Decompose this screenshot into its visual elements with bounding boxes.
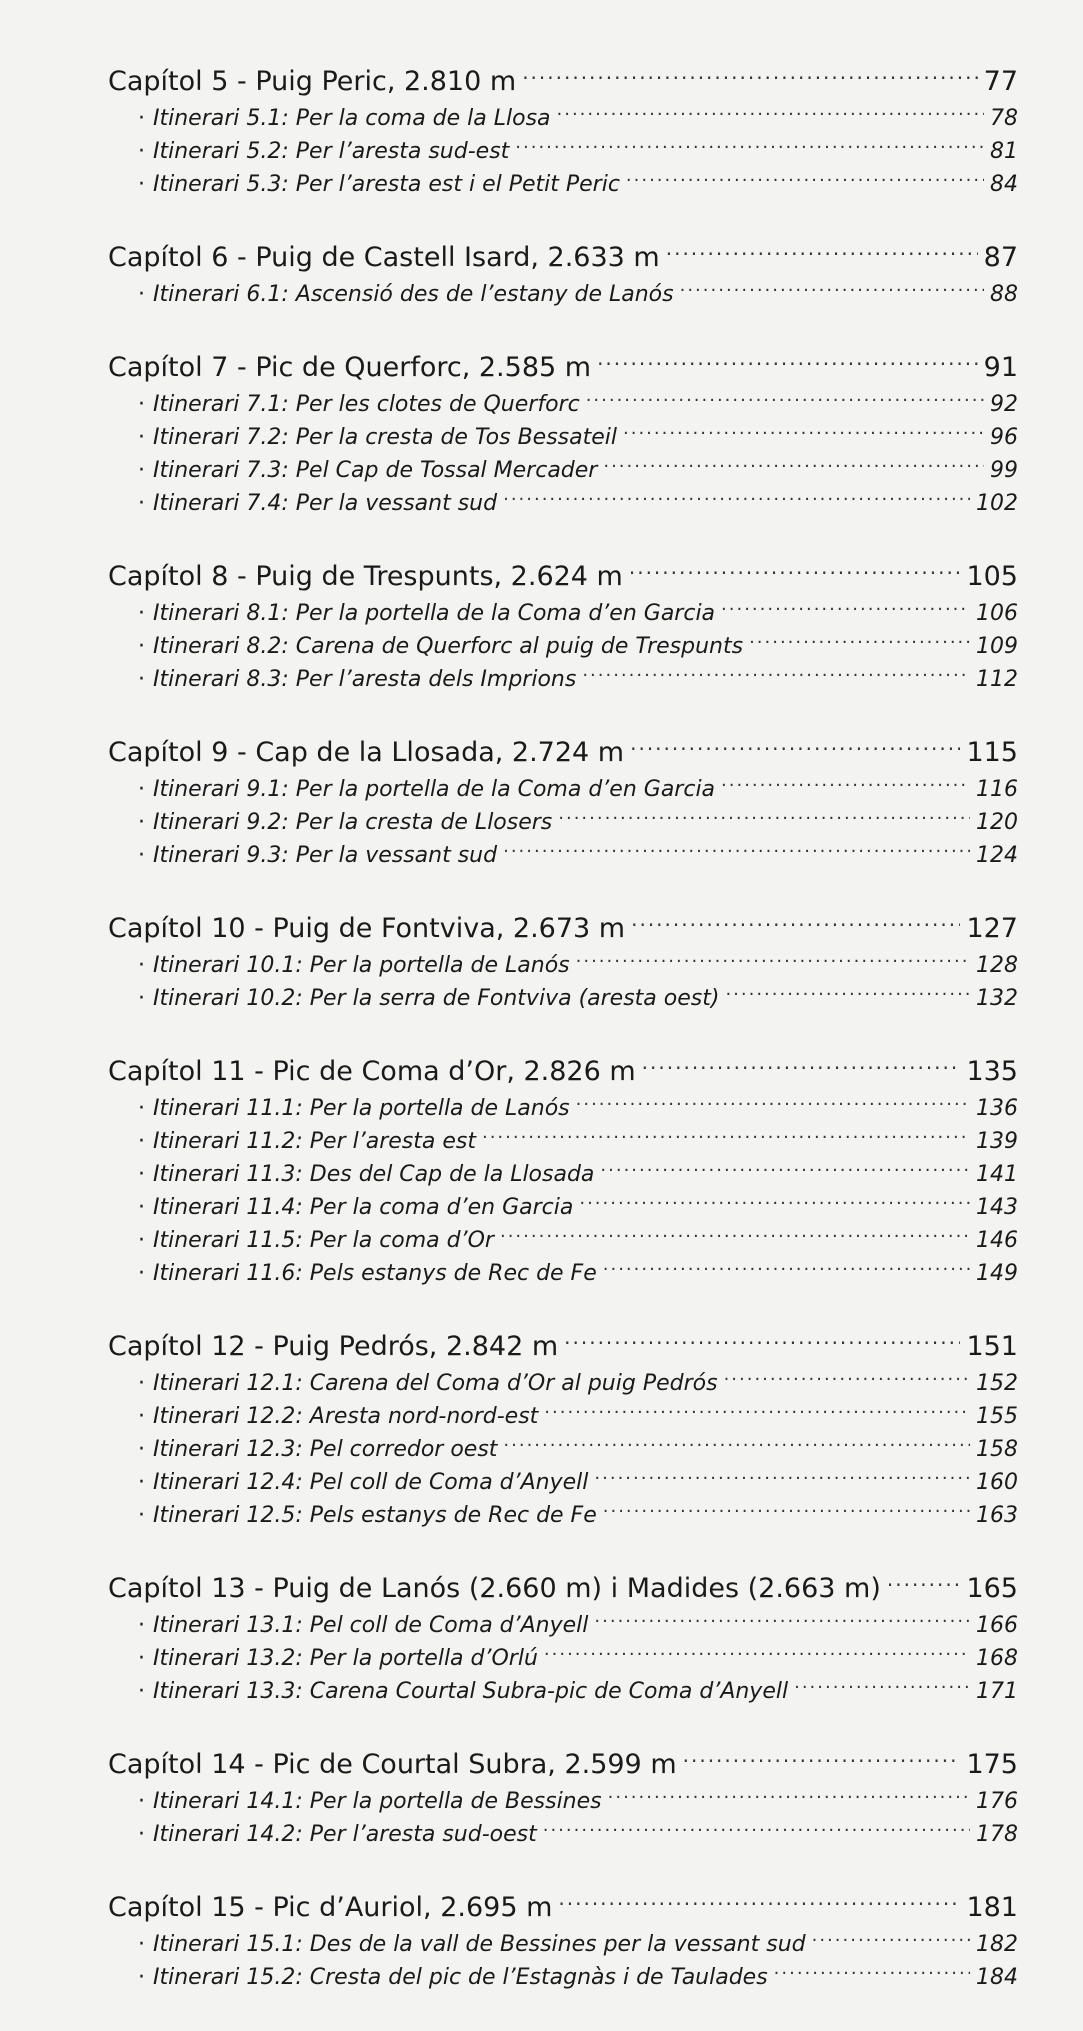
page-number: 87 — [983, 242, 1018, 273]
dot-leader — [774, 1961, 970, 1994]
itinerary-label: Itinerari 12.5: Pels estanys de Rec de Fe — [153, 1503, 597, 1528]
dot-leader — [603, 1499, 970, 1532]
bullet-mark: · — [138, 1371, 145, 1396]
dot-leader — [576, 949, 970, 982]
itinerary-label: Itinerari 12.3: Pel corredor oest — [153, 1437, 498, 1462]
bullet-mark: · — [138, 601, 145, 626]
bullet-mark: · — [138, 425, 145, 450]
itinerary-entry — [108, 1928, 1018, 1961]
dot-leader — [582, 663, 970, 696]
dot-leader — [503, 839, 970, 872]
dot-leader — [725, 982, 970, 1015]
itinerary-label: Itinerari 10.2: Per la serra de Fontviva (aresta oest) — [153, 986, 720, 1011]
page-number: 160 — [976, 1470, 1018, 1495]
dot-leader — [543, 1818, 970, 1851]
page-number: 116 — [976, 777, 1018, 802]
chapter-title: Capítol 6 - Puig de Castell Isard, 2.633 m — [108, 242, 660, 273]
itinerary-label: Itinerari 15.2: Cresta del pic de l’Estagnàs i de Taulades — [153, 1965, 768, 1990]
bullet-mark: · — [138, 1129, 145, 1154]
dot-leader — [522, 62, 977, 102]
itinerary-entry — [108, 1224, 1018, 1257]
chapter-title: Capítol 15 - Pic d’Auriol, 2.695 m — [108, 1892, 553, 1923]
dot-leader — [603, 454, 984, 487]
dot-leader — [503, 487, 970, 520]
page-number: 96 — [990, 425, 1018, 450]
bullet-mark: · — [138, 634, 145, 659]
itinerary-label: Itinerari 11.1: Per la portella de Lanós — [153, 1096, 570, 1121]
page-number: 136 — [976, 1096, 1018, 1121]
itinerary-entry — [108, 1642, 1018, 1675]
dot-leader — [626, 168, 984, 201]
dot-leader — [608, 1785, 970, 1818]
itinerary-entry — [108, 135, 1018, 168]
dot-leader — [576, 1092, 970, 1125]
page-number: 178 — [976, 1822, 1018, 1847]
itinerary-label: Itinerari 8.2: Carena de Querforc al puig de Trespunts — [153, 634, 744, 659]
dot-leader — [794, 1675, 970, 1708]
itinerary-entry — [108, 597, 1018, 630]
itinerary-label: Itinerari 9.2: Per la cresta de Llosers — [153, 810, 553, 835]
chapter-entry — [108, 62, 1018, 102]
page-number: 91 — [983, 352, 1018, 383]
page-number: 115 — [966, 737, 1018, 768]
page-number: 155 — [976, 1404, 1018, 1429]
chapter-title: Capítol 7 - Pic de Querforc, 2.585 m — [108, 352, 592, 383]
page-number: 135 — [966, 1056, 1018, 1087]
page-number: 184 — [976, 1965, 1018, 1990]
itinerary-entry — [108, 421, 1018, 454]
chapter-entry — [108, 733, 1018, 773]
page-number: 84 — [990, 172, 1018, 197]
itinerary-label: Itinerari 12.1: Carena del Coma d’Or al puig Pedrós — [153, 1371, 718, 1396]
page-number: 176 — [976, 1789, 1018, 1814]
page-number: 141 — [976, 1162, 1018, 1187]
chapter-title: Capítol 10 - Puig de Fontviva, 2.673 m — [108, 913, 626, 944]
itinerary-entry — [108, 487, 1018, 520]
itinerary-label: Itinerari 11.3: Des del Cap de la Llosada — [153, 1162, 595, 1187]
itinerary-label: Itinerari 13.3: Carena Courtal Subra-pic de Coma d’Anyell — [153, 1679, 789, 1704]
chapter-block — [108, 557, 1018, 696]
itinerary-entry — [108, 1675, 1018, 1708]
itinerary-entry — [108, 1466, 1018, 1499]
itinerary-label: Itinerari 7.4: Per la vessant sud — [153, 491, 498, 516]
bullet-mark: · — [138, 1646, 145, 1671]
itinerary-label: Itinerari 14.1: Per la portella de Bessines — [153, 1789, 602, 1814]
dot-leader — [721, 597, 970, 630]
page-number: 132 — [976, 986, 1018, 1011]
itinerary-label: Itinerari 5.2: Per l’aresta sud-est — [153, 139, 510, 164]
bullet-mark: · — [138, 1932, 145, 1957]
itinerary-label: Itinerari 8.3: Per l’aresta dels Imprions — [153, 667, 577, 692]
page-number: 78 — [990, 106, 1018, 131]
itinerary-entry — [108, 1158, 1018, 1191]
chapter-entry — [108, 348, 1018, 388]
page-number: 168 — [976, 1646, 1018, 1671]
bullet-mark: · — [138, 1228, 145, 1253]
itinerary-label: Itinerari 9.3: Per la vessant sud — [153, 843, 498, 868]
bullet-mark: · — [138, 667, 145, 692]
table-of-contents — [108, 62, 1018, 2031]
itinerary-entry — [108, 982, 1018, 1015]
dot-leader — [482, 1125, 970, 1158]
dot-leader — [642, 1052, 961, 1092]
page-number: 109 — [976, 634, 1018, 659]
bullet-mark: · — [138, 282, 145, 307]
itinerary-label: Itinerari 11.2: Per l’aresta est — [153, 1129, 476, 1154]
itinerary-label: Itinerari 7.3: Pel Cap de Tossal Mercader — [153, 458, 598, 483]
itinerary-entry — [108, 1092, 1018, 1125]
itinerary-entry — [108, 168, 1018, 201]
dot-leader — [579, 1191, 970, 1224]
chapter-block — [108, 1745, 1018, 1851]
itinerary-label: Itinerari 11.6: Pels estanys de Rec de Fe — [153, 1261, 597, 1286]
chapter-entry — [108, 909, 1018, 949]
page-number: 128 — [976, 953, 1018, 978]
itinerary-label: Itinerari 10.1: Per la portella de Lanós — [153, 953, 570, 978]
itinerary-entry — [108, 630, 1018, 663]
itinerary-label: Itinerari 15.1: Des de la vall de Bessines per la vessant sud — [153, 1932, 806, 1957]
bullet-mark: · — [138, 458, 145, 483]
bullet-mark: · — [138, 1404, 145, 1429]
chapter-title: Capítol 8 - Puig de Trespunts, 2.624 m — [108, 561, 623, 592]
page-number: 99 — [990, 458, 1018, 483]
dot-leader — [557, 102, 984, 135]
itinerary-entry — [108, 1818, 1018, 1851]
chapter-title: Capítol 9 - Cap de la Llosada, 2.724 m — [108, 737, 625, 768]
page-number: 165 — [966, 1573, 1018, 1604]
itinerary-entry — [108, 1433, 1018, 1466]
dot-leader — [594, 1466, 970, 1499]
dot-leader — [597, 348, 978, 388]
bullet-mark: · — [138, 1789, 145, 1814]
bullet-mark: · — [138, 1096, 145, 1121]
dot-leader — [812, 1928, 970, 1961]
itinerary-label: Itinerari 11.4: Per la coma d’en Garcia — [153, 1195, 574, 1220]
dot-leader — [724, 1367, 970, 1400]
itinerary-entry — [108, 102, 1018, 135]
page-number: 181 — [966, 1892, 1018, 1923]
page-number: 88 — [990, 282, 1018, 307]
dot-leader — [558, 1888, 960, 1928]
itinerary-label: Itinerari 7.1: Per les clotes de Querforc — [153, 392, 580, 417]
page-number: 166 — [976, 1613, 1018, 1638]
bullet-mark: · — [138, 139, 145, 164]
dot-leader — [515, 135, 984, 168]
itinerary-label: Itinerari 12.4: Pel coll de Coma d’Anyell — [153, 1470, 589, 1495]
itinerary-label: Itinerari 11.5: Per la coma d’Or — [153, 1228, 494, 1253]
page-number: 81 — [990, 139, 1018, 164]
itinerary-entry — [108, 1499, 1018, 1532]
itinerary-entry — [108, 1785, 1018, 1818]
dot-leader — [631, 909, 960, 949]
dot-leader — [749, 630, 970, 663]
itinerary-label: Itinerari 13.1: Pel coll de Coma d’Anyell — [153, 1613, 589, 1638]
chapter-title: Capítol 14 - Pic de Courtal Subra, 2.599 m — [108, 1749, 677, 1780]
dot-leader — [666, 238, 978, 278]
chapter-title: Capítol 11 - Pic de Coma d’Or, 2.826 m — [108, 1056, 636, 1087]
itinerary-entry — [108, 1125, 1018, 1158]
dot-leader — [623, 421, 984, 454]
page-number: 146 — [976, 1228, 1018, 1253]
bullet-mark: · — [138, 810, 145, 835]
dot-leader — [544, 1642, 970, 1675]
dot-leader — [600, 1158, 970, 1191]
chapter-block — [108, 1327, 1018, 1532]
itinerary-entry — [108, 1400, 1018, 1433]
dot-leader — [603, 1257, 970, 1290]
dot-leader — [558, 806, 970, 839]
chapter-entry — [108, 557, 1018, 597]
itinerary-entry — [108, 278, 1018, 311]
chapter-block — [108, 348, 1018, 520]
chapter-entry — [108, 1052, 1018, 1092]
page-number: 158 — [976, 1437, 1018, 1462]
itinerary-entry — [108, 1257, 1018, 1290]
chapter-block — [108, 1569, 1018, 1708]
dot-leader — [683, 1745, 961, 1785]
page-number: 175 — [966, 1749, 1018, 1780]
chapter-block — [108, 1888, 1018, 1994]
itinerary-label: Itinerari 5.3: Per l’aresta est i el Petit Peric — [153, 172, 620, 197]
dot-leader — [503, 1433, 970, 1466]
bullet-mark: · — [138, 1162, 145, 1187]
itinerary-entry — [108, 1609, 1018, 1642]
itinerary-label: Itinerari 13.2: Per la portella d’Orlú — [153, 1646, 538, 1671]
chapter-title: Capítol 12 - Puig Pedrós, 2.842 m — [108, 1331, 559, 1362]
itinerary-label: Itinerari 12.2: Aresta nord-nord-est — [153, 1404, 539, 1429]
bullet-mark: · — [138, 1470, 145, 1495]
bullet-mark: · — [138, 986, 145, 1011]
chapter-block — [108, 909, 1018, 1015]
itinerary-entry — [108, 773, 1018, 806]
bullet-mark: · — [138, 1965, 145, 1990]
page-number: 143 — [976, 1195, 1018, 1220]
page-number: 77 — [983, 66, 1018, 97]
bullet-mark: · — [138, 1195, 145, 1220]
chapter-entry — [108, 1327, 1018, 1367]
dot-leader — [721, 773, 970, 806]
itinerary-entry — [108, 663, 1018, 696]
itinerary-entry — [108, 839, 1018, 872]
bullet-mark: · — [138, 491, 145, 516]
bullet-mark: · — [138, 1261, 145, 1286]
chapter-title: Capítol 13 - Puig de Lanós (2.660 m) i Madides (2.663 m) — [108, 1573, 881, 1604]
page-number: 139 — [976, 1129, 1018, 1154]
dot-leader — [594, 1609, 970, 1642]
page-number: 105 — [966, 561, 1018, 592]
itinerary-label: Itinerari 5.1: Per la coma de la Llosa — [153, 106, 551, 131]
itinerary-entry — [108, 1191, 1018, 1224]
page-number: 120 — [976, 810, 1018, 835]
dot-leader — [887, 1569, 961, 1609]
page-number: 171 — [976, 1679, 1018, 1704]
chapter-entry — [108, 1745, 1018, 1785]
chapter-entry — [108, 238, 1018, 278]
chapter-block — [108, 62, 1018, 201]
dot-leader — [586, 388, 984, 421]
page-number: 124 — [976, 843, 1018, 868]
bullet-mark: · — [138, 1503, 145, 1528]
page-number: 151 — [966, 1331, 1018, 1362]
bullet-mark: · — [138, 1822, 145, 1847]
itinerary-entry — [108, 1961, 1018, 1994]
itinerary-label: Itinerari 9.1: Per la portella de la Coma d’en Garcia — [153, 777, 716, 802]
dot-leader — [564, 1327, 960, 1367]
page-number: 112 — [976, 667, 1018, 692]
dot-leader — [544, 1400, 970, 1433]
bullet-mark: · — [138, 843, 145, 868]
itinerary-entry — [108, 454, 1018, 487]
page-number: 152 — [976, 1371, 1018, 1396]
itinerary-entry — [108, 1367, 1018, 1400]
page-number: 182 — [976, 1932, 1018, 1957]
dot-leader — [629, 557, 961, 597]
dot-leader — [500, 1224, 970, 1257]
chapter-block — [108, 1052, 1018, 1290]
bullet-mark: · — [138, 106, 145, 131]
page-number: 92 — [990, 392, 1018, 417]
itinerary-label: Itinerari 6.1: Ascensió des de l’estany de Lanós — [153, 282, 674, 307]
chapter-title: Capítol 5 - Puig Peric, 2.810 m — [108, 66, 517, 97]
itinerary-entry — [108, 806, 1018, 839]
bullet-mark: · — [138, 1437, 145, 1462]
itinerary-label: Itinerari 14.2: Per l’aresta sud-oest — [153, 1822, 537, 1847]
page-number: 106 — [976, 601, 1018, 626]
dot-leader — [630, 733, 960, 773]
page-number: 127 — [966, 913, 1018, 944]
dot-leader — [680, 278, 984, 311]
itinerary-label: Itinerari 8.1: Per la portella de la Coma d’en Garcia — [153, 601, 716, 626]
bullet-mark: · — [138, 953, 145, 978]
bullet-mark: · — [138, 1613, 145, 1638]
chapter-entry — [108, 1888, 1018, 1928]
bullet-mark: · — [138, 172, 145, 197]
chapter-entry — [108, 1569, 1018, 1609]
bullet-mark: · — [138, 392, 145, 417]
itinerary-entry — [108, 949, 1018, 982]
itinerary-entry — [108, 388, 1018, 421]
bullet-mark: · — [138, 777, 145, 802]
page-number: 163 — [976, 1503, 1018, 1528]
itinerary-label: Itinerari 7.2: Per la cresta de Tos Bessateil — [153, 425, 617, 450]
page-number: 149 — [976, 1261, 1018, 1286]
page-number: 102 — [976, 491, 1018, 516]
chapter-block — [108, 733, 1018, 872]
chapter-block — [108, 238, 1018, 311]
bullet-mark: · — [138, 1679, 145, 1704]
